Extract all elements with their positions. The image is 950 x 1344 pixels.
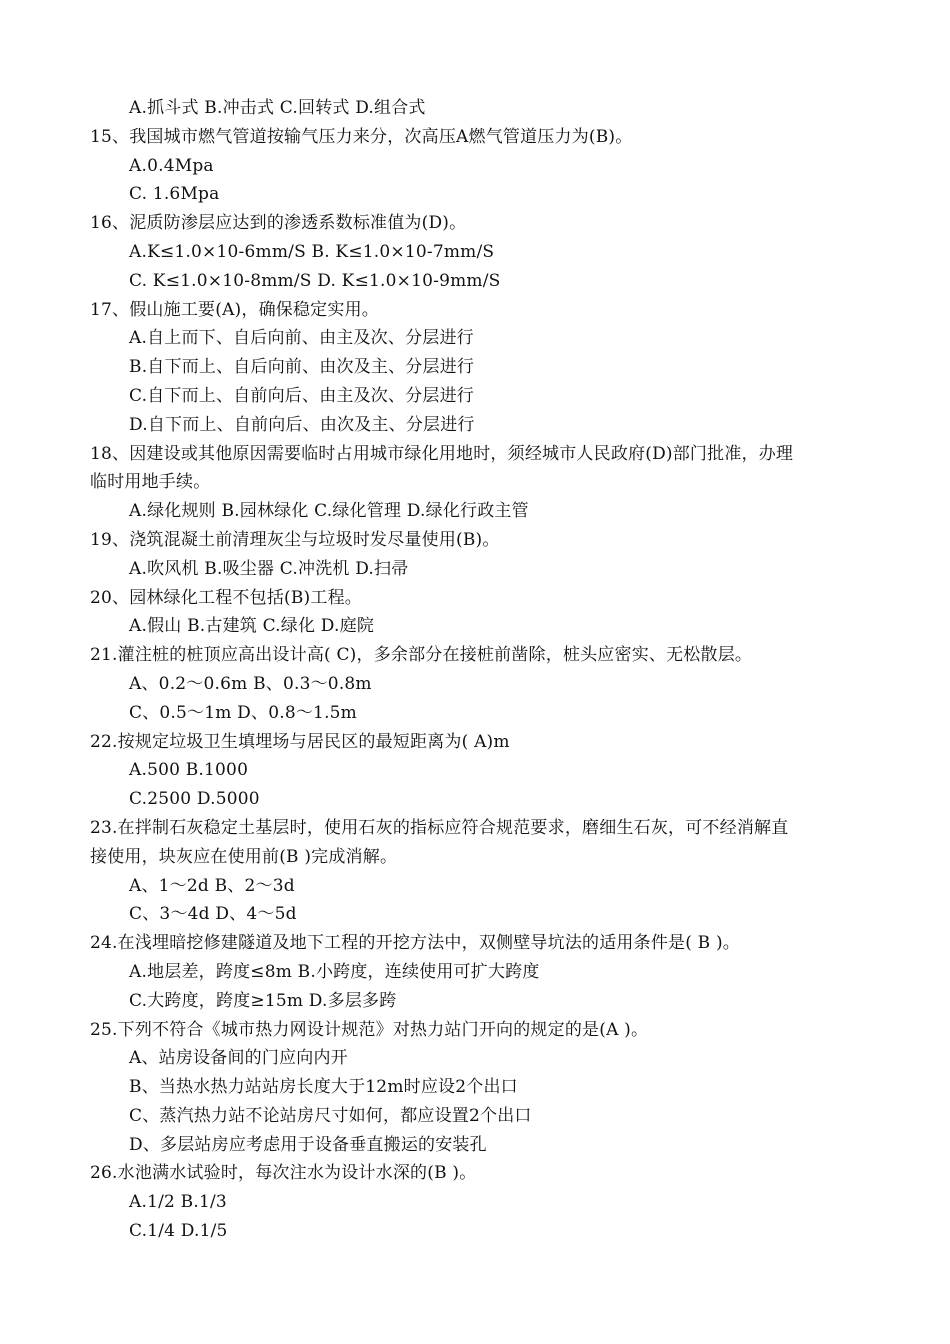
answer-options-line: C.自下而上、自前向后、由主及次、分层进行 <box>129 385 475 406</box>
answer-options-line: C.2500 D.5000 <box>129 789 260 810</box>
answer-options-line: A.0.4Mpa <box>129 155 214 176</box>
answer-options-line: C、蒸汽热力站不论站房尺寸如何，都应设置2个出口 <box>129 1105 532 1126</box>
answer-options-line: A.假山 B.古建筑 C.绿化 D.庭院 <box>129 616 375 637</box>
answer-options-line: C.大跨度，跨度≥15m D.多层多跨 <box>129 990 397 1011</box>
question-line: 23.在拌制石灰稳定土基层时，使用石灰的指标应符合规范要求，磨细生石灰，可不经消解直 <box>90 817 789 838</box>
answer-options-line: A、0.2～0.6m B、0.3～0.8m <box>129 673 372 694</box>
answer-options-line: A.吹风机 B.吸尘器 C.冲洗机 D.扫帚 <box>129 558 409 579</box>
answer-options-line: C. 1.6Mpa <box>129 184 220 205</box>
question-line: 临时用地手续。 <box>90 472 211 493</box>
answer-options-line: A.自上而下、自后向前、由主及次、分层进行 <box>129 328 474 349</box>
answer-options-line: C、0.5～1m D、0.8～1.5m <box>129 702 358 723</box>
answer-options-line: C.1/4 D.1/5 <box>129 1221 228 1242</box>
question-line: 22.按规定垃圾卫生填埋场与居民区的最短距离为( A)m <box>90 731 510 752</box>
answer-options-line: A.500 B.1000 <box>129 760 249 781</box>
answer-options-line: D、多层站房应考虑用于设备垂直搬运的安装孔 <box>129 1134 487 1155</box>
question-line: 21.灌注桩的桩顶应高出设计高( C)，多余部分在接桩前凿除，桩头应密实、无松散层。 <box>90 645 753 666</box>
answer-options-line: A.K≤1.0×10-6mm/S B. K≤1.0×10-7mm/S <box>129 241 495 262</box>
answer-options-line: A.地层差，跨度≤8m B.小跨度，连续使用可扩大跨度 <box>129 961 540 982</box>
question-line: 16、泥质防渗层应达到的渗透系数标准值为(D)。 <box>90 213 467 234</box>
question-line: 18、因建设或其他原因需要临时占用城市绿化用地时，须经城市人民政府(D)部门批准，办理 <box>90 443 794 464</box>
answer-options-line: B.自下而上、自后向前、由次及主、分层进行 <box>129 357 475 378</box>
question-line: 19、浇筑混凝土前清理灰尘与垃圾时发尽量使用(B)。 <box>90 529 500 550</box>
question-line: 24.在浅埋暗挖修建隧道及地下工程的开挖方法中，双侧壁导坑法的适用条件是( B )。 <box>90 933 740 954</box>
question-line: 25.下列不符合《城市热力网设计规范》对热力站门开向的规定的是(A )。 <box>90 1019 649 1040</box>
answer-options-line: A、站房设备间的门应向内开 <box>129 1048 348 1069</box>
question-line: 20、园林绿化工程不包括(B)工程。 <box>90 587 362 608</box>
question-line: 26.水池满水试验时，每次注水为设计水深的(B )。 <box>90 1163 477 1184</box>
answer-options-line: A.抓斗式 B.冲击式 C.回转式 D.组合式 <box>129 98 426 118</box>
answer-options-line: C、3～4d D、4～5d <box>129 904 297 925</box>
document-page <box>90 94 865 1246</box>
answer-options-line: D.自下而上、自前向后、由次及主、分层进行 <box>129 414 475 435</box>
answer-options-line: A.1/2 B.1/3 <box>129 1192 227 1213</box>
answer-options-line: B、当热水热力站站房长度大于12m时应设2个出口 <box>129 1077 518 1098</box>
answer-options-line: A、1～2d B、2～3d <box>129 875 295 896</box>
question-line: 接使用，块灰应在使用前(B )完成消解。 <box>90 846 398 867</box>
question-line: 17、假山施工要(A)，确保稳定实用。 <box>90 299 379 320</box>
answer-options-line: A.绿化规则 B.园林绿化 C.绿化管理 D.绿化行政主管 <box>129 501 529 522</box>
question-line: 15、我国城市燃气管道按输气压力来分，次高压A燃气管道压力为(B)。 <box>90 126 633 147</box>
answer-options-line: C. K≤1.0×10-8mm/S D. K≤1.0×10-9mm/S <box>129 270 501 291</box>
